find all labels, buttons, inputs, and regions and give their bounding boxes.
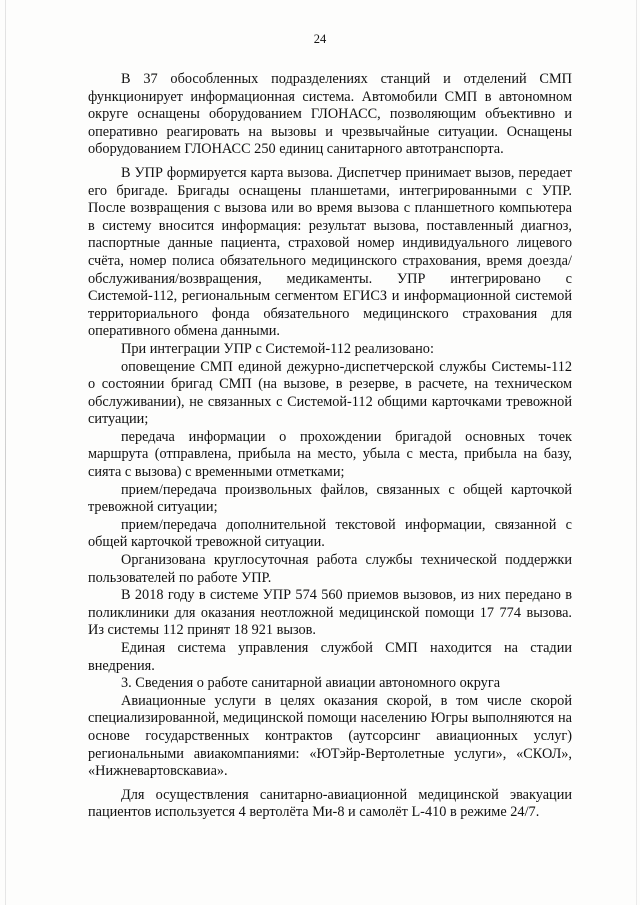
document-body — [88, 71, 572, 822]
list-item-file-exchange: прием/передача произвольных файлов, связанных с общей карточкой тревожной ситуации; — [88, 481, 572, 516]
section-heading-air-ambulance: 3. Сведения о работе санитарной авиации автономного округа — [121, 675, 501, 692]
paragraph-support-service: Организована круглосуточная работа службы технической поддержки пользователей по работе УПР. — [88, 552, 572, 586]
paragraph-unified-system: Единая система управления службой СМП находится на стадии внедрения. — [88, 640, 572, 674]
list-item-route-points: передача информации о прохождении бригадой основных точек маршрута (отправлена, прибыла на место, убыла с места, прибыла на базу, сията с вызова) с временными отметками; — [88, 428, 572, 481]
list-item-notification: оповещение СМП единой дежурно-диспетчерской службы Системы-112 о состоянии бригад СМП (на вызове, в резерве, в расчете, на техническом обслуживании), не связанных с Системой-112 общими карточками тревожной ситуации; — [88, 358, 572, 428]
page-number: 24 — [313, 32, 327, 46]
paragraph-smp-info-system: В 37 обособленных подразделениях станций и отделений СМП функционирует информационная система. Автомобили СМП в автономном округе оснащены оборудованием ГЛОНАСС, позволяющим объективно и оперативно реагировать на вызовы и чрезвычайные ситуации. Оснащены оборудованием ГЛОНАСС 250 единиц санитарного автотранспорта. — [88, 71, 572, 158]
paragraph-aviation-services: Авиационные услуги в целях оказания скорой, в том числе скорой специализированной, медицинской помощи населению Югры выполняются на основе государственных контрактов (аутсорсинг авиационных услуг) региональными авиакомпаниями: «ЮТэйр-Вертолетные услуги», «СКОЛ», «Нижневартовскавиа». — [88, 692, 572, 780]
scan-edge-right — [636, 0, 637, 905]
paragraph-evacuation-fleet: Для осуществления санитарно-авиационной медицинской эвакуации пациентов используется 4 вертолёта Ми-8 и самолёт L-410 в режиме 24/7. — [88, 786, 572, 821]
paragraph-integration-intro: При интеграции УПР с Системой-112 реализовано: — [121, 340, 434, 357]
list-item-text-exchange: прием/передача дополнительной текстовой информации, связанной с общей карточкой тревожной ситуации. — [88, 516, 572, 551]
paragraph-2018-statistics: В 2018 году в системе УПР 574 560 приемов вызовов, из них передано в поликлиники для оказания неотложной медицинской помощи 17 774 вызова. Из системы 112 принят 18 921 вызов. — [88, 587, 572, 639]
paragraph-upr-call-card: В УПР формируется карта вызова. Диспетчер принимает вызов, передает его бригаде. Бригады оснащены планшетами, интегрированными с УПР. После возвращения с вызова или во время вызова с планшетного компьютера в систему вносится информация: результат вызова, поставленный диагноз, паспортные данные пациента, страховой номер индивидуального лицевого счёта, номер полиса обязательного медицинского страхования, время доезда/обслуживания/возвращения, медикаменты. УПР интегрировано с Системой-112, региональным сегментом ЕГИСЗ и информационной системой территориального фонда обязательного медицинского страхования для оперативного обмена данными. — [88, 164, 572, 340]
scan-edge-left — [5, 0, 6, 905]
